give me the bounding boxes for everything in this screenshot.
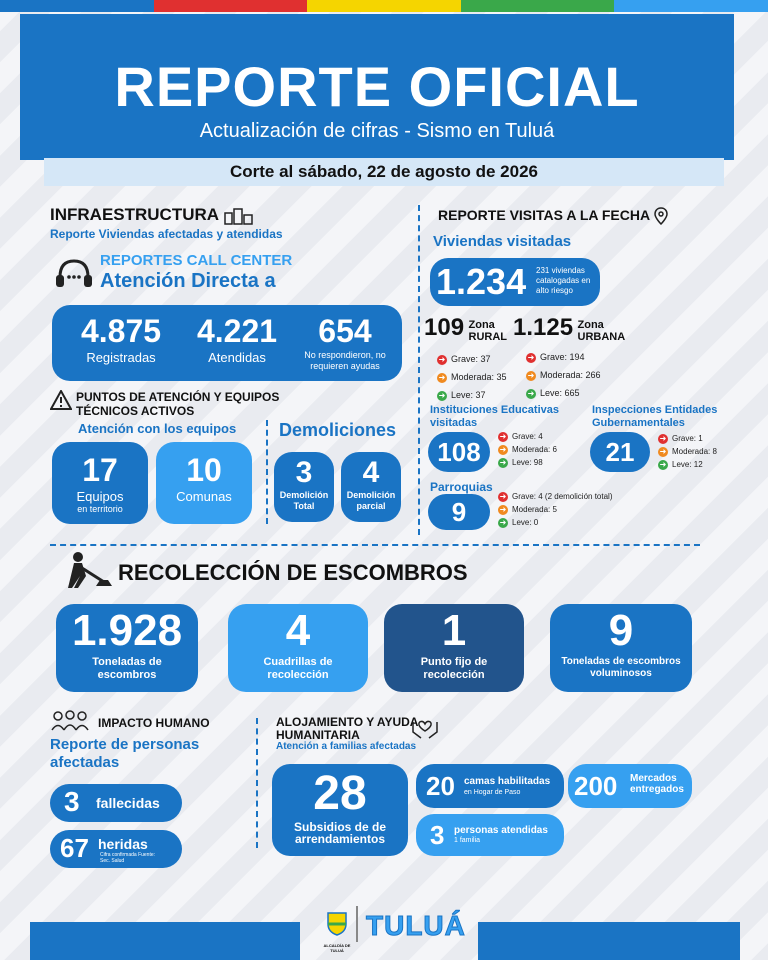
people-attended-card: 3 personas atendidas 1 familia bbox=[416, 814, 564, 856]
people-group-icon bbox=[50, 710, 90, 737]
header-banner bbox=[20, 14, 734, 160]
arrow-icon: ➜ bbox=[499, 517, 507, 527]
buildings-icon bbox=[223, 207, 255, 225]
debris-title: RECOLECCIÓN DE ESCOMBROS bbox=[118, 560, 468, 585]
worker-shovel-icon bbox=[64, 550, 114, 595]
divider-vertical-small bbox=[266, 420, 268, 524]
houses-visited-title: Viviendas visitadas bbox=[433, 233, 572, 250]
page-subtitle: Actualización de cifras - Sismo en Tuluá bbox=[199, 120, 555, 142]
visits-title: REPORTE VISITAS A LA FECHA bbox=[438, 207, 669, 225]
points-subtitle: Atención con los equipos bbox=[78, 421, 237, 436]
arrow-icon: ➜ bbox=[527, 370, 535, 380]
footer-separator bbox=[356, 906, 358, 942]
cutoff-date: Corte al sábado, 22 de agosto de 2026 bbox=[44, 158, 724, 186]
warning-icon bbox=[50, 390, 72, 415]
parishes-severity: ➜ Grave: 4 (2 demolición total) ➜ Moderada: 5 ➜ Leve: 0 bbox=[499, 491, 613, 527]
headset-icon bbox=[52, 255, 96, 300]
severity-moderada: ➜ Moderada: 35 bbox=[438, 372, 507, 382]
divider-horizontal bbox=[50, 544, 700, 546]
brand-logo: TULUÁ bbox=[366, 910, 466, 941]
institutions-value: 108 bbox=[428, 432, 490, 472]
demolition-partial-card: 4 Demolición parcial bbox=[341, 452, 401, 522]
markets-card: 200 Mercados entregados bbox=[568, 764, 692, 808]
houses-visited-value: 1.234 bbox=[436, 261, 527, 302]
severity-grave: ➜ Grave: 37 bbox=[438, 354, 491, 364]
subsidies-card: 28 Subsidios de de arrendamientos bbox=[272, 764, 408, 856]
human-impact-subtitle: Reporte de personas afectadas bbox=[50, 736, 200, 771]
urban-severity-list bbox=[526, 348, 601, 402]
institutions-severity: ➜ Grave: 4 ➜ Moderada: 6 ➜ Leve: 98 bbox=[499, 431, 557, 467]
municipal-seal-logo: ALCALDÍA DE TULUÁ bbox=[322, 910, 352, 953]
call-center-label: REPORTES CALL CENTER bbox=[100, 252, 293, 269]
aid-title: ALOJAMIENTO Y AYUDA HUMANITARIA bbox=[276, 715, 419, 742]
houses-visited-note: 231 viviendas catalogadas en alto riesgo bbox=[536, 266, 591, 295]
stat-no-response: 654 No respondieron, no requieren ayudas bbox=[304, 313, 386, 371]
parishes-value: 9 bbox=[428, 494, 490, 530]
divider-vertical bbox=[418, 205, 420, 535]
urban-zone: 1.125 Zona URBANA bbox=[513, 314, 626, 343]
inspections-title: Inspecciones Entidades Gubernamentales bbox=[592, 404, 718, 429]
deaths-pill: 3 fallecidas bbox=[50, 784, 182, 822]
arrow-icon: ➜ bbox=[499, 457, 507, 467]
equipos-card: 17 Equipos en territorio bbox=[52, 442, 148, 524]
arrow-icon: ➜ bbox=[438, 354, 446, 364]
severity-moderada: ➜ Moderada: 266 bbox=[527, 370, 601, 380]
injured-pill: 67 heridas Cifra confirmada Fuente: Sec. Salud bbox=[50, 830, 182, 868]
infra-section bbox=[50, 205, 283, 241]
arrow-icon: ➜ bbox=[438, 372, 446, 382]
points-title: PUNTOS DE ATENCIÓN Y EQUIPOS TÉCNICOS ACTIVOS bbox=[76, 390, 280, 418]
arrow-icon: ➜ bbox=[499, 491, 507, 501]
rural-severity-list bbox=[437, 350, 507, 404]
call-center-stats bbox=[52, 305, 402, 381]
demolitions-title: Demoliciones bbox=[279, 420, 397, 440]
beds-card: 20 camas habilitadas en Hogar de Paso bbox=[416, 764, 564, 808]
debris-card-point: 1 Punto fijo de recolección bbox=[384, 604, 524, 692]
stat-registered: 4.875 Registradas bbox=[80, 313, 162, 365]
infra-title: INFRAESTRUCTURA bbox=[50, 205, 283, 225]
debris-card-tons: 1.928 Toneladas de escombros bbox=[56, 604, 198, 692]
location-pin-icon bbox=[653, 207, 669, 225]
arrow-icon: ➜ bbox=[499, 444, 507, 454]
rural-zone: 109 Zona RURAL bbox=[424, 314, 507, 343]
direct-attention-label: Atención Directa a bbox=[100, 270, 276, 292]
debris-card-bulky: 9 Toneladas de escombros voluminosos bbox=[550, 604, 692, 692]
arrow-icon: ➜ bbox=[659, 459, 667, 469]
demolition-total-card: 3 Demolición Total bbox=[274, 452, 334, 522]
divider-vertical-bottom bbox=[256, 718, 258, 848]
institutions-title: Instituciones Educativas visitadas bbox=[430, 404, 559, 429]
stat-attended: 4.221 Atendidas bbox=[196, 313, 278, 365]
page-title: REPORTE OFICIAL bbox=[114, 55, 640, 118]
arrow-icon: ➜ bbox=[499, 431, 507, 441]
severity-grave: ➜ Grave: 194 bbox=[527, 352, 585, 362]
footer-bar-right bbox=[478, 922, 740, 960]
inspections-value: 21 bbox=[590, 432, 650, 472]
inspections-severity: ➜ Grave: 1 ➜ Moderada: 8 ➜ Leve: 12 bbox=[659, 433, 717, 469]
infra-subtitle: Reporte Viviendas afectadas y atendidas bbox=[50, 227, 283, 241]
human-impact-title: IMPACTO HUMANO bbox=[98, 716, 210, 730]
arrow-icon: ➜ bbox=[659, 446, 667, 456]
parishes-title: Parroquias bbox=[430, 480, 493, 494]
comunas-card: 10 Comunas bbox=[156, 442, 252, 524]
arrow-icon: ➜ bbox=[438, 390, 446, 400]
top-color-bar bbox=[0, 0, 768, 12]
severity-leve: ➜ Leve: 665 bbox=[527, 388, 580, 398]
aid-subtitle: Atención a familias afectadas bbox=[276, 741, 417, 752]
arrow-icon: ➜ bbox=[527, 388, 535, 398]
arrow-icon: ➜ bbox=[659, 433, 667, 443]
debris-card-crews: 4 Cuadrillas de recolección bbox=[228, 604, 368, 692]
arrow-icon: ➜ bbox=[499, 504, 507, 514]
houses-visited-card bbox=[430, 258, 600, 306]
severity-leve: ➜ Leve: 37 bbox=[438, 390, 486, 400]
arrow-icon: ➜ bbox=[527, 352, 535, 362]
footer-bar-left bbox=[30, 922, 300, 960]
